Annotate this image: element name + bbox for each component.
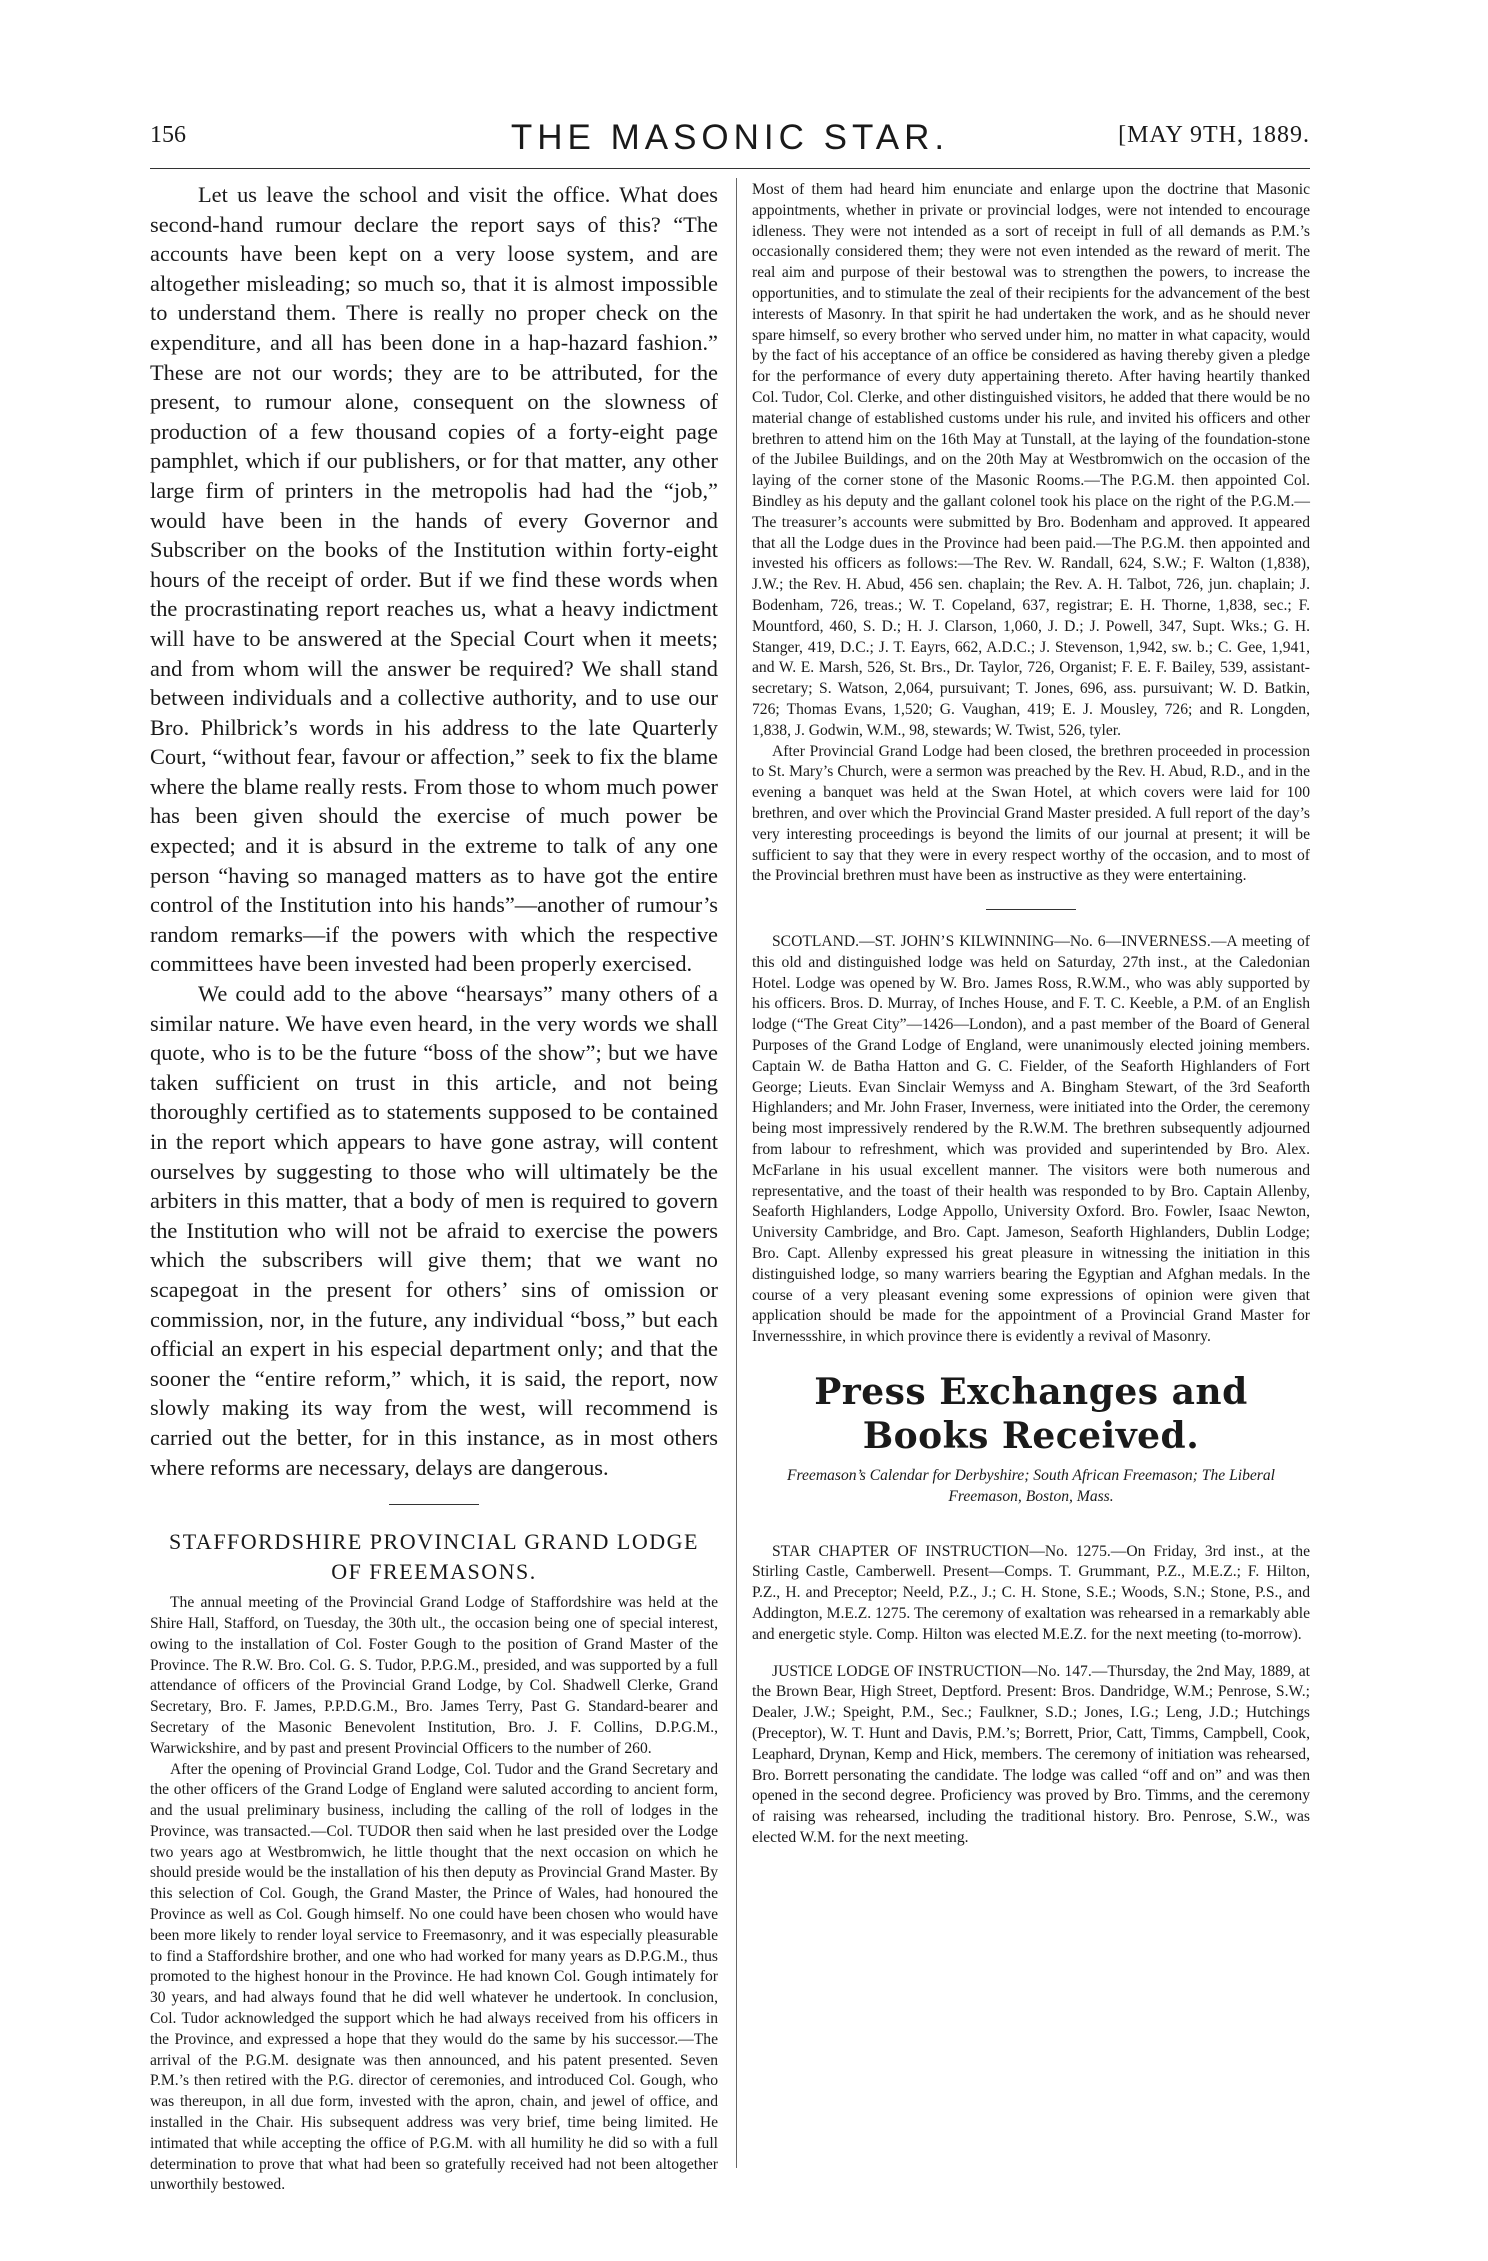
- scotland-item: [752, 932, 1310, 1348]
- exchanges-heading: Press Exchanges and Books Received.: [814, 1371, 1248, 1458]
- editorial-text: [150, 180, 718, 1482]
- spacer: [752, 1646, 1310, 1662]
- news-item: STAR CHAPTER OF INSTRUCTION—No. 1275.—On Friday, 3rd inst., at the Stirling Castle, Camberwell. Present—Comps. T. Grummant, P.Z., M.E.Z.; F. Hilton, P.Z., H. and Preceptor; Neeld, P.Z., J.; C. H. Stone, S.E.; Woods, S.N.; Stone, P.S., and Addington, M.E.Z. 1275. The ceremony of exaltation was rehearsed in a remarkably able and energetic style. Comp. Hilton was elected M.E.Z. for the next meeting (to-morrow).: [752, 1542, 1310, 1643]
- page-number: 156: [150, 122, 186, 148]
- section-separator: [986, 909, 1076, 910]
- editorial-paragraph: Let us leave the school and visit the office. What does second-hand rumour declare the report says of this? “The accounts have been kept on a very loose system, and are altogether misleading; so much so, that it is almost impossible to understand them. There is really no proper check on the expenditure, and all has been done in a hap-hazard fashion.” These are not our words; they are to be attributed, for the present, to rumour alone, consequent on the slowness of production of a few thousand copies of a forty-eight page pamphlet, which if our publishers, or for that matter, any other large firm of printers in the metropolis had had the “job,” would have been in the hands of every Governor and Subscriber on the books of the Institution within forty-eight hours of the receipt of order. But if we find these words when the procrastinating report reaches us, what a heavy indictment will have to be answered at the Special Court when it meets; and from whom will the answer be required? We shall stand between individuals and a collective authority, and to use our Bro. Philbrick’s words in his address to the late Quarterly Court, “without fear, favour or affection,” seek to fix the blame where the blame really rests. From those to whom much power has been given should the exercise of much power be expected; and it is absurd in the extreme to talk of any one person “having so managed matters as to have got the entire control of the Institution into his hands”—another of rumour’s random remarks—if the powers with which the respective committees have been invested had been properly exercised.: [150, 182, 718, 977]
- news-item: JUSTICE LODGE OF INSTRUCTION—No. 147.—Thursday, the 2nd May, 1889, at the Brown Bear, High Street, Deptford. Present: Bros. Dandridge, W.M.; Penrose, S.W.; Dealer, J.W.; Speight, P.M., Sec.; Faulkner, S.D.; Jones, I.G.; Leng, J.D.; Hutchings (Preceptor), W. T. Hunt and Davis, P.M.’s; Borrett, Prior, Catt, Timms, Campbell, Cook, Leaphard, Drynan, Kemp and Hick, members. The ceremony of initiation was rehearsed, Bro. Borrett personating the candidate. The lodge was called “off and on” and was then opened in the second degree. Proficiency was proved by Bro. Timms, and the ceremony of raising was rehearsed, including the traditional history. Bro. Penrose, S.W., was elected W.M. for the next meeting.: [752, 1662, 1310, 1846]
- spacer: [752, 1508, 1310, 1542]
- article-continuation: [752, 180, 1310, 887]
- header-rule: [150, 168, 1310, 169]
- page-header: [150, 118, 1310, 158]
- article-paragraph: After the opening of Provincial Grand Lodge, Col. Tudor and the Grand Secretary and the other officers of the Grand Lodge of England were saluted according to ancient form, and the usual preliminary business, including the calling of the roll of lodges in the Province, was transacted.—Col. TUDOR then said when he last presided over the Lodge two years ago at Westbromwich, he little thought that the next occasion on which he should preside would be the installation of his then deputy as Provincial Grand Master. By this selection of Col. Gough, the Grand Master, the Prince of Wales, had honoured the Province as well as Col. Gough himself. No one could have been chosen who would have been more likely to render loyal service to Freemasonry, and it was especially pleasurable to find a Staffordshire brother, and one who had worked for many years as D.P.G.M., thus promoted to the highest honour in the Province. He had known Col. Gough intimately for 30 years, and had always found that he did well whatever he undertook. In conclusion, Col. Tudor acknowledged the support which he had always received from his officers in the Province, and expressed a hope that they would do the same by his successor.—The arrival of the P.G.M. designate was then announced, and his patent presented. Seven P.M.’s then retired with the P.G. director of ceremonies, and introduced Col. Gough, who was thereupon, in all due form, invested with the apron, chain, and jewel of office, and installed in the Chair. His subsequent address was very brief, time being limited. He intimated that while accepting the office of P.G.M. with all humility he did so with a full determination to prove that what had been so gratefully received had not been altogether unworthily bestowed.: [150, 1760, 718, 2194]
- section-separator: [389, 1504, 479, 1505]
- left-column: [150, 180, 718, 2196]
- article-paragraph: Most of them had heard him enunciate and enlarge upon the doctrine that Masonic appointments, whether in private or provincial lodges, were not intended to encourage idleness. They were not intended as a sort of receipt in full of all demands as P.M.’s occasionally considered them; they were not even intended as the reward of merit. The real aim and purpose of their bestowal was to strengthen the powers, to increase the opportunities, and to stimulate the zeal of their recipients for the advancement of the best interests of Masonry. In that spirit he had undertaken the work, and as he should never spare himself, so every brother who served under him, no matter in what capacity, would by the fact of his acceptance of an office be considered as having thereby given a pledge for the performance of every duty appertaining thereto. After having heartily thanked Col. Tudor, Col. Clerke, and other distinguished visitors, he added that there would be no material change of established customs under his rule, and invited his officers and other brethren to attend him on the 16th May at Tunstall, at the laying of the foundation-stone of the Jubilee Buildings, and on the 20th May at Westbromwich on the occasion of the laying of the corner stone of the Masonic Rooms.—The P.G.M. then appointed Col. Bindley as his deputy and the gallant colonel took his place on the right of the P.G.M.—The treasurer’s accounts were submitted by Bro. Bodenham and approved. It appeared that all the Lodge dues in the Province had been paid.—The P.G.M. then appointed and invested his officers as follows:—The Rev. W. Randall, 624, S.W.; F. Walton (1,838), J.W.; the Rev. H. Abud, 456 sen. chaplain; the Rev. A. H. Talbot, 726, jun. chaplain; J. Bodenham, 726, treas.; W. T. Copeland, 637, registrar; E. H. Thorne, 1,838, sec.; F. Mountford, 460, S. D.; H. J. Clarson, 1,060, J. D.; J. Powell, 347, Supt. Wks.; G. H. Stanger, 419, D.C.; J. T. Eayrs, 662, A.D.C.; J. Stevenson, 1,942, sw. b.; C. Gee, 1,941, and W. E. Marsh, 526, St. Brs., Dr. Taylor, 726, Organist; F. E. F. Bailey, 539, assistant-secretary; S. Watson, 2,064, pursuivant; T. Jones, 696, ass. pursuivant; W. D. Batkin, 726; Thomas Evans, 1,520; G. Vaughan, 419; E. J. Mousley, 726; and R. Longden, 1,838, J. Godwin, W.M., 98, stewards; W. Twist, 526, tyler.: [752, 181, 1310, 739]
- right-column: [752, 180, 1310, 1849]
- article-paragraph: The annual meeting of the Provincial Grand Lodge of Staffordshire was held at the Shire Hall, Stafford, on Tuesday, the 30th ult., the occasion being one of special interest, owing to the installation of Col. Foster Gough to the position of Grand Master of the Province. The R.W. Bro. Col. G. S. Tudor, P.P.G.M., presided, and was supported by a full attendance of officers of the Provincial Grand Lodge, by Col. Shadwell Clerke, Grand Secretary, Bro. F. James, P.P.D.G.M., Bro. James Terry, Past G. Standard-bearer and Secretary of the Masonic Benevolent Institution, Bro. J. F. Collins, D.P.G.M., Warwickshire, and by past and present Provincial Officers to the number of 260.: [150, 1594, 718, 1757]
- article-paragraph: After Provincial Grand Lodge had been closed, the brethren proceeded in procession to St. Mary’s Church, were a sermon was preached by the Rev. H. Abud, R.D., and in the evening a banquet was held at the Swan Hotel, at which covers were laid for 100 brethren, and over which the Provincial Grand Master presided. A full report of the day’s very interesting proceedings is beyond the limits of our journal at present; it will be sufficient to say that they were in every respect worthy of the occasion, and to most of the Provincial brethren must have been as instructive as they were entertaining.: [752, 742, 1310, 885]
- chapter-items: [752, 1542, 1310, 1849]
- exchanges-list: Freemason’s Calendar for Derbyshire; South African Freemason; The Liberal Freemason, Boston, Mass.: [787, 1467, 1275, 1505]
- article-body: [150, 1593, 718, 2196]
- news-item: SCOTLAND.—ST. JOHN’S KILWINNING—No. 6—INVERNESS.—A meeting of this old and distinguished lodge was held on Saturday, 27th inst., at the Caledonian Hotel. Lodge was opened by W. Bro. James Ross, R.W.M., who was ably supported by his officers. Bros. D. Murray, of Inches House, and F. T. C. Keeble, a P.M. of an English lodge (“The Great City”—1426—London), and a past member of the Board of General Purposes of the Grand Lodge of England, were unanimously elected joining members. Captain W. de Batha Hatton and G. C. Fielder, of the Seaforth Highlanders of Fort George; Lieuts. Evan Sinclair Wemyss and A. Bingham Stewart, of the 3rd Seaforth Highlanders; and Mr. John Fraser, Inverness, were initiated into the Order, the ceremony being most impressively rendered by the R.W.M. The brethren subsequently adjourned from labour to refreshment, which was provided and superintended by Bro. Alex. McFarlane in his usual excellent manner. The visitors were both numerous and representative, and the toast of their health was responded to by Bro. Captain Allenby, Seaforth Highlanders, Lodge Appollo, University Oxford. Bro. Fowler, Isaac Newton, University Cambridge, and Bro. Capt. Jameson, Seaforth Highlanders, Dublin Lodge; Bro. Capt. Allenby expressed his great pleasure in witnessing the initiation in this distinguished lodge, so many warriers bearing the Egyptian and Afghan medals. In the course of a very pleasant evening some expressions of opinion were given that application should be made for the appointment of a Provincial Grand Master for Invernessshire, in which province there is evidently a revival of Masonry.: [752, 933, 1310, 1346]
- editorial-paragraph: We could add to the above “hearsays” many others of a similar nature. We have even heard, in the very words we shall quote, who is to be the future “boss of the show”; but we have taken sufficient on trust in this article, and not being thoroughly certified as to statements supposed to be contained in the report which appears to have gone astray, will content ourselves by suggesting to those who will ultimately be the arbiters in this matter, that a body of men is required to govern the Institution who will not be afraid to exercise the powers which the subscribers will give them; that we want no scapegoat in the present for others’ sins of omission or commission, nor, in the future, any individual “boss,” but each official an expert in his especial department only; and that the sooner the “entire reform,” which, it is said, the report, now slowly making its way from the west, will recommend is carried out the better, for in this instance, as in most others where reforms are necessary, delays are dangerous.: [150, 981, 718, 1480]
- issue-date: [MAY 9TH, 1889.: [1118, 122, 1310, 148]
- column-divider: [736, 178, 737, 2168]
- masthead-title: THE MASONIC STAR.: [510, 118, 950, 157]
- article-title: STAFFORDSHIRE PROVINCIAL GRAND LODGE OF FREEMASONS.: [169, 1529, 699, 1585]
